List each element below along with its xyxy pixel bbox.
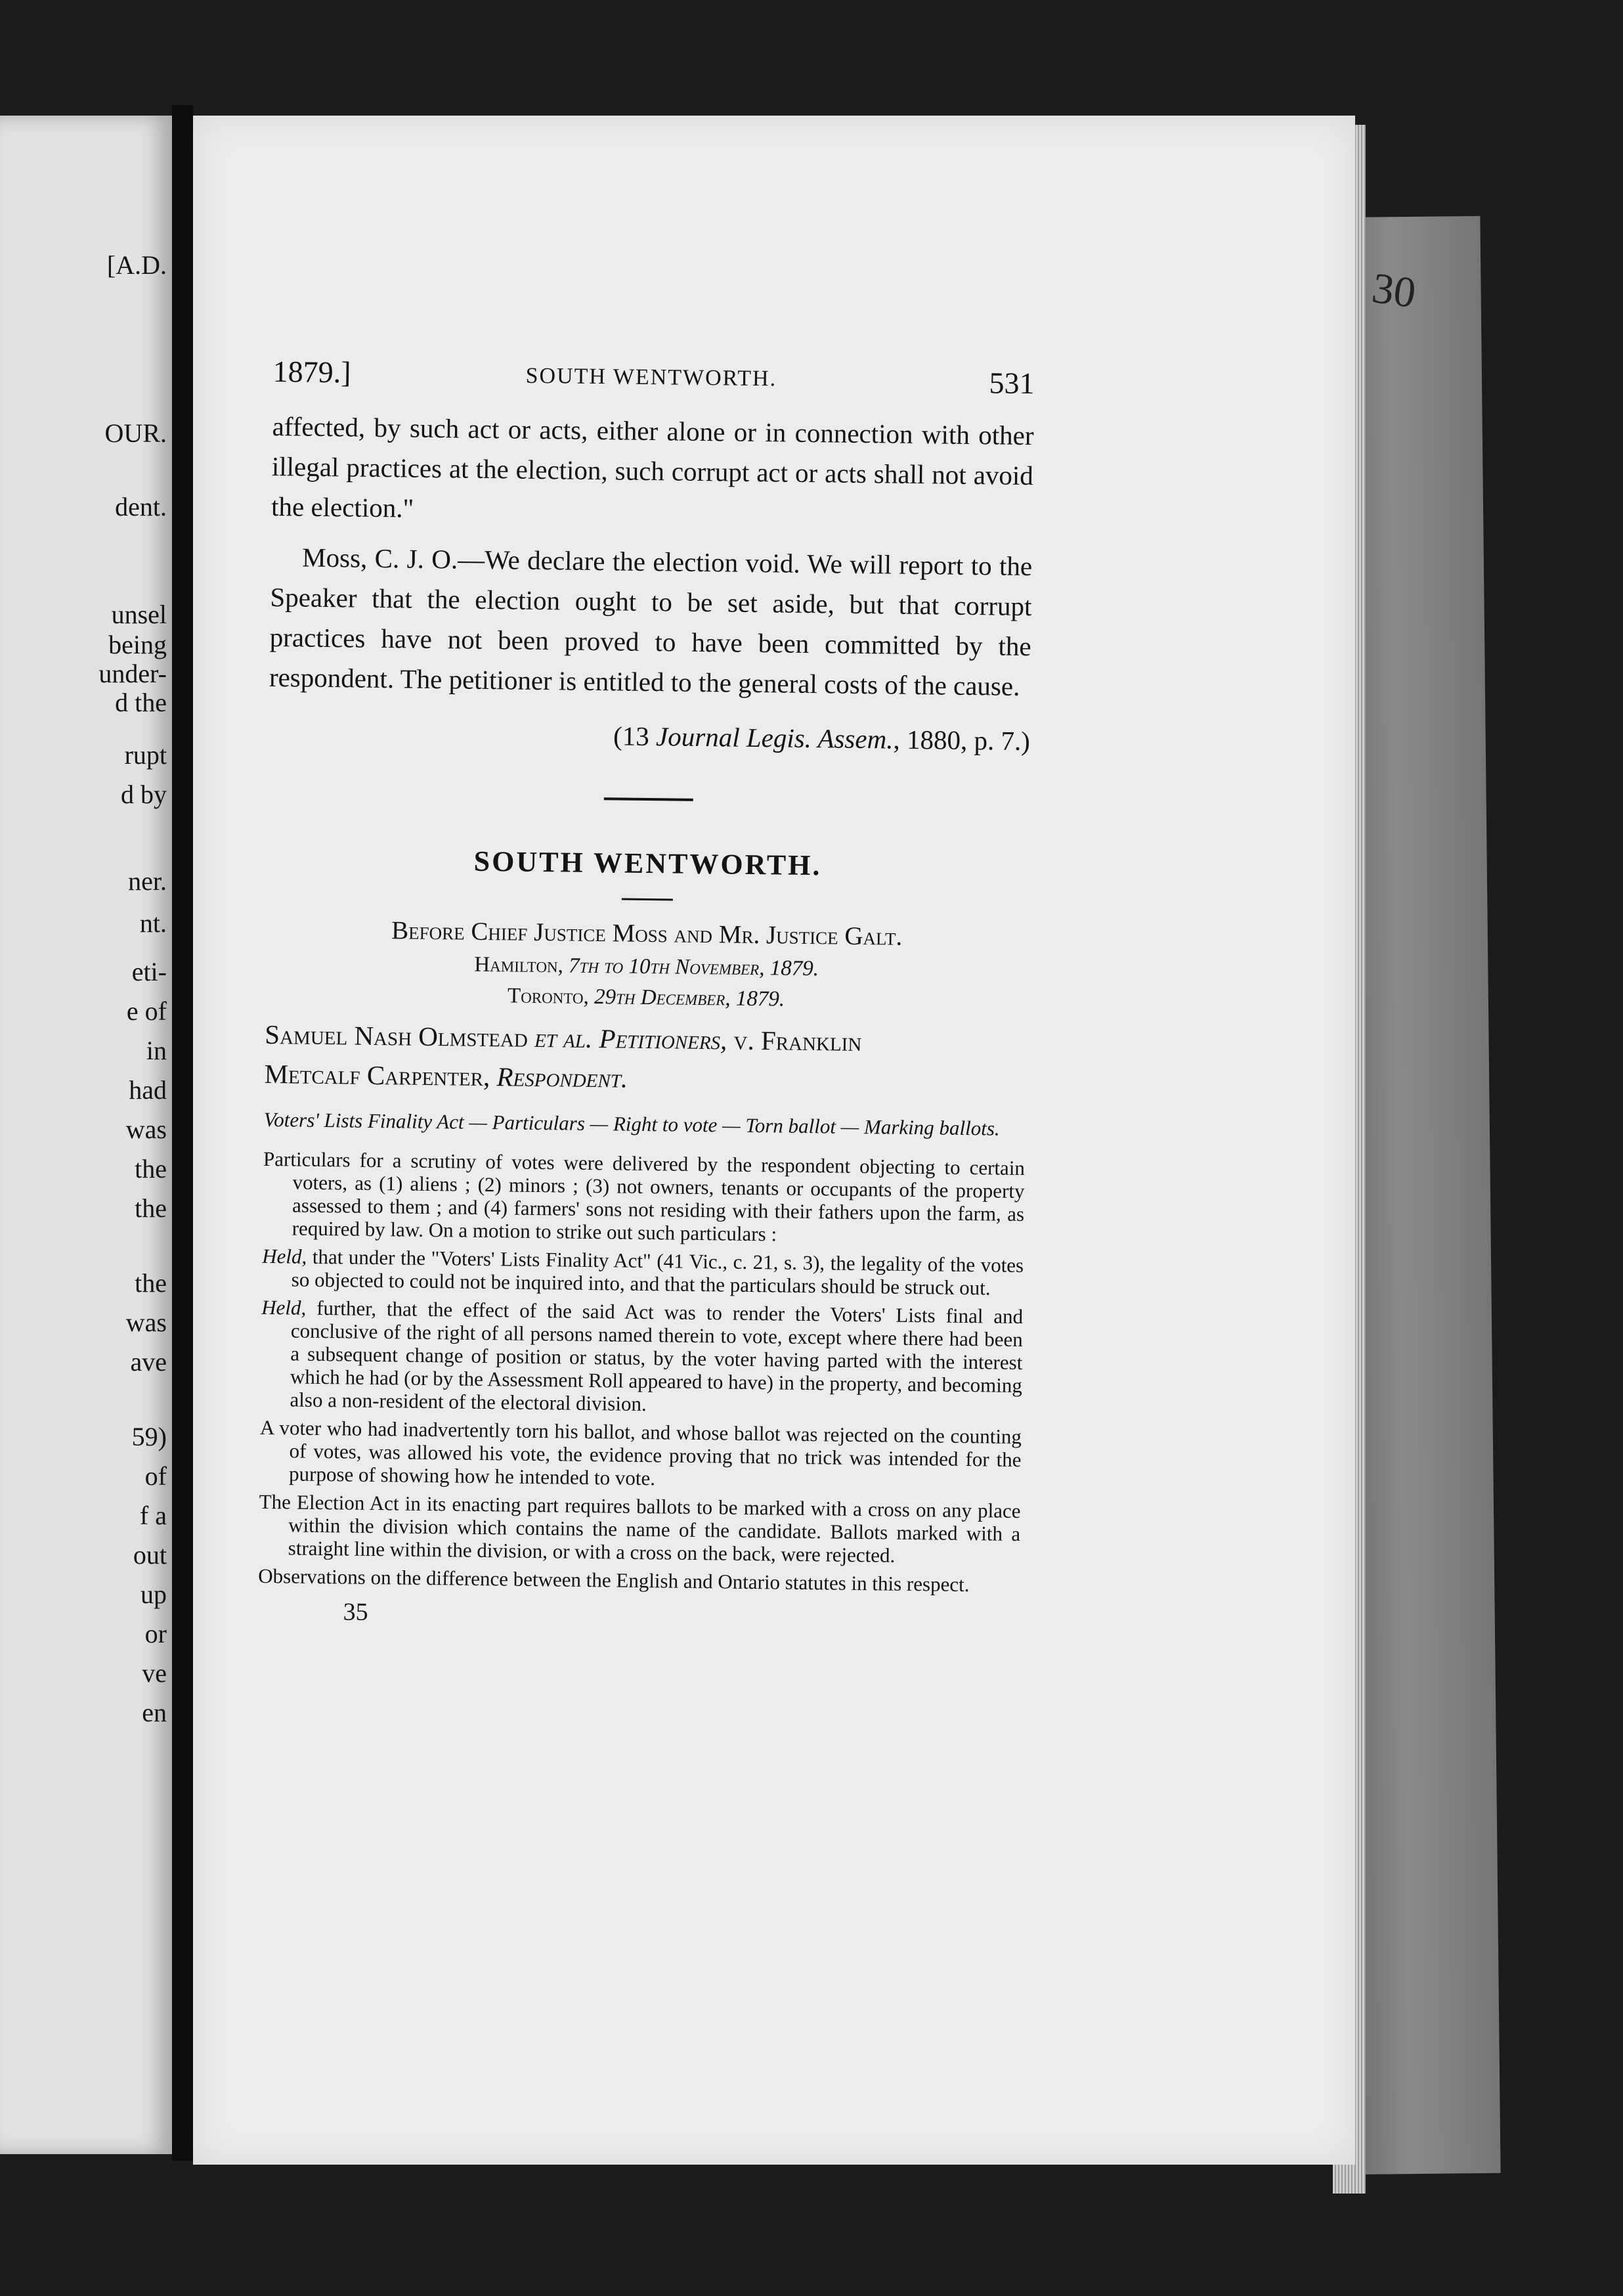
left-page-text-fragment: d the: [115, 688, 167, 717]
catchwords: Voters' Lists Finality Act — Particulars — Right to vote — Torn ballot — Marking ballots.: [263, 1107, 1000, 1140]
left-page-text-fragment: being: [108, 630, 167, 659]
left-page-text-fragment: eti-: [131, 957, 167, 986]
left-page-text-fragment: ve: [142, 1658, 167, 1688]
section-divider: [604, 797, 693, 801]
headnote-text: The Election Act in its enacting part requires ballots to be marked with a cross on any place within the division which contains the name of the candidate. Ballots marked with a straight line within the division, or with a cross on the back, were rejected.: [259, 1490, 1021, 1567]
headnotes: [258, 1147, 1025, 1597]
headnote: [263, 1147, 1026, 1248]
book-gutter: [172, 105, 193, 2161]
headnote: [258, 1564, 1020, 1597]
journal-citation: (13 Journal Legis. Assem., 1880, p. 7.): [613, 720, 1031, 757]
left-page-text-fragment: was: [125, 1115, 167, 1144]
left-page-text-fragment: 59): [131, 1422, 167, 1451]
headnote: [259, 1490, 1021, 1568]
left-page-text-fragment: was: [125, 1308, 167, 1337]
headnote-text: Observations on the difference between the English and Ontario statutes in this respect.: [258, 1564, 970, 1597]
headnote-lead: Held,: [262, 1244, 307, 1268]
sitting-toronto: Toronto, 29th December, 1879.: [507, 984, 785, 1011]
left-page-text-fragment: rupt: [124, 740, 167, 770]
left-page-text-fragment: nt.: [139, 908, 167, 938]
left-page-text-fragment: ner.: [128, 866, 167, 896]
judgment-paragraph: Moss, C. J. O.—We declare the election void. We will report to the Speaker that the election ought to be set aside, but that corrupt practices have not been proved to have been committed by the respondent. The petitioner is entitled to the general costs of the cause.: [269, 542, 1033, 701]
left-page-text-fragment: the: [135, 1154, 167, 1183]
running-head-title: SOUTH WENTWORTH.: [525, 363, 777, 391]
case-title: SOUTH WENTWORTH.: [473, 845, 822, 882]
headnote-text: Particulars for a scrutiny of votes were delivered by the respondent objecting to certain voters, as (1) aliens ; (2) minors ; (3) not owners, tenants or occupants of the property assessed to them ; and (4) farmers' sons not residing with their fathers upon the farm, as required by law. On a motion to strike out such particulars :: [263, 1147, 1026, 1246]
left-page-text-fragment: had: [129, 1075, 167, 1105]
left-facing-page: [0, 116, 172, 2154]
headnote: [260, 1296, 1023, 1420]
left-page-text-fragment: up: [141, 1579, 167, 1609]
left-page-text-fragment: OUR.: [104, 418, 167, 448]
left-page-text-fragment: [A.D.: [106, 250, 167, 280]
headnote: [262, 1245, 1024, 1300]
title-rule: [622, 898, 673, 901]
left-page-text-fragment: dent.: [115, 492, 167, 521]
headnote: [259, 1416, 1022, 1494]
running-head-year: 1879.]: [272, 354, 351, 389]
continuation-paragraph: affected, by such act or acts, either alone or in connection with other illegal practices at the election, such corrupt act or acts shall not avoid the election.": [270, 410, 1034, 523]
left-page-text-fragment: or: [144, 1619, 167, 1648]
left-page-text-fragment: unsel: [111, 600, 167, 629]
left-page-text-fragment: out: [133, 1540, 167, 1570]
left-page-text-fragment: en: [142, 1698, 167, 1727]
left-page-text-fragment: f a: [139, 1501, 167, 1530]
case-parties: Samuel Nash Olmstead et al. Petitioners, v. Franklin Metcalf Carpenter, Respondent.: [264, 1019, 862, 1093]
handwritten-edge-note: 30: [1369, 263, 1419, 318]
left-page-text-fragment: the: [135, 1193, 167, 1223]
signature-mark: 35: [343, 1598, 368, 1626]
left-page-text-fragment: d by: [121, 780, 167, 809]
right-page: [193, 116, 1355, 2165]
sitting-hamilton: Hamilton, 7th to 10th November, 1879.: [474, 952, 819, 981]
headnote-text: further, that the effect of the said Act was to render the Voters' Lists final and conclusive of the right of all persons named therein to vote, except where there had been a subsequent change of position or status, by the voter having parted with the interest which he had (or by the Assessment Roll appeared to have) in the property, and becoming also a non-resident of the electoral division.: [290, 1296, 1024, 1416]
left-page-text-fragment: under-: [98, 659, 167, 688]
left-page-text-fragment: e of: [126, 996, 167, 1026]
headnote-lead: Held,: [261, 1295, 307, 1319]
left-page-text-fragment: the: [135, 1268, 167, 1298]
headnote-text: that under the "Voters' Lists Finality Act" (41 Vic., c. 21, s. 3), the legality of the votes so objected to could not be inquired into, and that the particulars should be struck out.: [291, 1245, 1024, 1300]
page-content: [257, 354, 1035, 1635]
running-head: [272, 354, 1035, 416]
left-page-text-fragment: of: [144, 1461, 167, 1491]
headnote-text: A voter who had inadvertently torn his ballot, and whose ballot was rejected on the counting of votes, was allowed his vote, the evidence proving that no trick was intended for the purpose of showing how he intended to vote.: [259, 1415, 1022, 1490]
page-number: 531: [989, 366, 1035, 401]
judges-line: Before Chief Justice Moss and Mr. Justice Galt.: [391, 916, 903, 951]
left-page-text-fragment: in: [146, 1036, 167, 1065]
left-page-text-fragment: ave: [130, 1347, 167, 1377]
